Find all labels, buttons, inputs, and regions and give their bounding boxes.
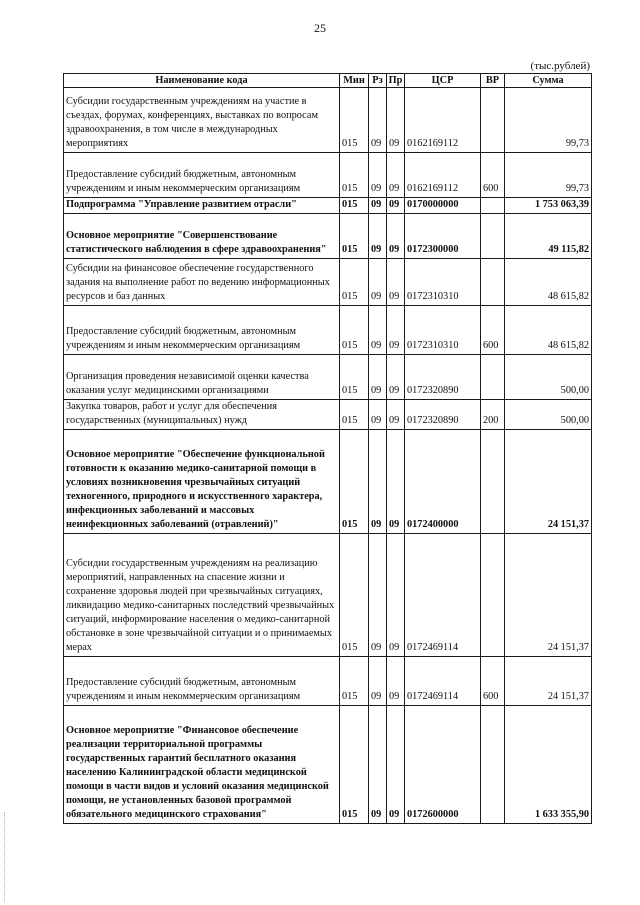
table-row — [64, 214, 592, 259]
row-rz: 09 — [369, 88, 387, 153]
table-row — [64, 198, 592, 214]
header-min: Мин — [340, 74, 369, 88]
row-vr: 600 — [481, 153, 505, 198]
row-vr — [481, 430, 505, 534]
row-pr: 09 — [387, 430, 405, 534]
row-csr: 0172469114 — [405, 534, 481, 657]
row-min: 015 — [340, 214, 369, 259]
row-pr: 09 — [387, 88, 405, 153]
scan-margin-mark — [4, 812, 6, 902]
table-row — [64, 400, 592, 430]
row-rz: 09 — [369, 214, 387, 259]
row-sum: 1 633 355,90 — [505, 706, 592, 824]
row-csr: 0172300000 — [405, 214, 481, 259]
row-vr: 600 — [481, 657, 505, 706]
row-min: 015 — [340, 430, 369, 534]
row-min: 015 — [340, 88, 369, 153]
row-csr: 0162169112 — [405, 153, 481, 198]
row-min: 015 — [340, 153, 369, 198]
header-sum: Сумма — [505, 74, 592, 88]
row-sum: 48 615,82 — [505, 306, 592, 355]
table-row — [64, 259, 592, 306]
row-vr — [481, 534, 505, 657]
row-sum: 500,00 — [505, 355, 592, 400]
table-row — [64, 306, 592, 355]
row-name: Организация проведения независимой оценки качества оказания услуг медицинскими организациями — [64, 355, 340, 400]
row-name: Основное мероприятие "Финансовое обеспечение реализации территориальной программы государственных гарантий бесплатного оказания населению Калининградской области медицинской помощи в части видов и условий оказания медицинской помощи, не установленных базовой программой обязательного медицинского страхования" — [64, 706, 340, 824]
row-csr: 0162169112 — [405, 88, 481, 153]
header-vr: ВР — [481, 74, 505, 88]
row-rz: 09 — [369, 706, 387, 824]
row-vr: 200 — [481, 400, 505, 430]
header-name: Наименование кода — [64, 74, 340, 88]
table-row — [64, 706, 592, 824]
table-row — [64, 355, 592, 400]
row-vr: 600 — [481, 306, 505, 355]
row-sum: 99,73 — [505, 153, 592, 198]
row-pr: 09 — [387, 355, 405, 400]
table-header-row — [64, 74, 592, 88]
row-sum: 49 115,82 — [505, 214, 592, 259]
row-name: Закупка товаров, работ и услуг для обеспечения государственных (муниципальных) нужд — [64, 400, 340, 430]
row-csr: 0172310310 — [405, 259, 481, 306]
row-sum: 24 151,37 — [505, 657, 592, 706]
row-csr: 0172600000 — [405, 706, 481, 824]
header-csr: ЦСР — [405, 74, 481, 88]
row-vr — [481, 198, 505, 214]
header-rz: Рз — [369, 74, 387, 88]
row-vr — [481, 355, 505, 400]
row-sum: 48 615,82 — [505, 259, 592, 306]
row-rz: 09 — [369, 657, 387, 706]
row-csr: 0172320890 — [405, 400, 481, 430]
row-min: 015 — [340, 400, 369, 430]
row-name: Субсидии государственным учреждениям на реализацию мероприятий, направленных на спасение жизни и сохранение здоровья людей при чрезвычайных ситуациях, ликвидацию медико-санитарных последствий чрезвычайных ситуаций, информирование населения о медико-санитарной обстановке в зоне чрезвычайной ситуации и о принимаемых мерах — [64, 534, 340, 657]
row-pr: 09 — [387, 657, 405, 706]
row-name: Основное мероприятие "Обеспечение функциональной готовности к оказанию медико-санитарной помощи в условиях возникновения чрезвычайных ситуаций техногенного, природного и искусственного характера, инфекционных заболеваний и массовых неинфекционных заболеваний (отравлений)" — [64, 430, 340, 534]
row-rz: 09 — [369, 259, 387, 306]
table-row — [64, 534, 592, 657]
row-rz: 09 — [369, 430, 387, 534]
row-sum: 1 753 063,39 — [505, 198, 592, 214]
row-csr: 0172320890 — [405, 355, 481, 400]
row-min: 015 — [340, 306, 369, 355]
row-rz: 09 — [369, 355, 387, 400]
row-vr — [481, 214, 505, 259]
row-vr — [481, 706, 505, 824]
row-pr: 09 — [387, 214, 405, 259]
table-row — [64, 153, 592, 198]
row-min: 015 — [340, 198, 369, 214]
row-csr: 0172310310 — [405, 306, 481, 355]
table-row — [64, 88, 592, 153]
budget-table — [63, 73, 592, 824]
row-sum: 99,73 — [505, 88, 592, 153]
row-vr — [481, 259, 505, 306]
row-rz: 09 — [369, 306, 387, 355]
row-rz: 09 — [369, 153, 387, 198]
row-sum: 500,00 — [505, 400, 592, 430]
row-pr: 09 — [387, 153, 405, 198]
units-label: (тыс.рублей) — [530, 60, 590, 72]
row-min: 015 — [340, 657, 369, 706]
row-pr: 09 — [387, 306, 405, 355]
row-name: Субсидии на финансовое обеспечение государственного задания на выполнение работ по ведению информационных ресурсов и баз данных — [64, 259, 340, 306]
row-name: Предоставление субсидий бюджетным, автономным учреждениям и иным некоммерческим организациям — [64, 153, 340, 198]
table-row — [64, 430, 592, 534]
row-min: 015 — [340, 534, 369, 657]
table-row — [64, 657, 592, 706]
row-pr: 09 — [387, 400, 405, 430]
header-pr: Пр — [387, 74, 405, 88]
row-name: Предоставление субсидий бюджетным, автономным учреждениям и иным некоммерческим организациям — [64, 657, 340, 706]
row-csr: 0172400000 — [405, 430, 481, 534]
row-rz: 09 — [369, 198, 387, 214]
row-name: Предоставление субсидий бюджетным, автономным учреждениям и иным некоммерческим организациям — [64, 306, 340, 355]
row-csr: 0170000000 — [405, 198, 481, 214]
row-min: 015 — [340, 355, 369, 400]
row-rz: 09 — [369, 534, 387, 657]
row-pr: 09 — [387, 198, 405, 214]
row-name: Основное мероприятие "Совершенствование статистического наблюдения в сфере здравоохранения" — [64, 214, 340, 259]
row-sum: 24 151,37 — [505, 430, 592, 534]
row-min: 015 — [340, 706, 369, 824]
row-name: Субсидии государственным учреждениям на участие в съездах, форумах, конференциях, выставках по вопросам здравоохранения, в том числе в международных мероприятиях — [64, 88, 340, 153]
row-pr: 09 — [387, 534, 405, 657]
row-vr — [481, 88, 505, 153]
row-name: Подпрограмма "Управление развитием отрасли" — [64, 198, 340, 214]
row-pr: 09 — [387, 706, 405, 824]
row-min: 015 — [340, 259, 369, 306]
row-rz: 09 — [369, 400, 387, 430]
page-number: 25 — [314, 21, 326, 35]
row-csr: 0172469114 — [405, 657, 481, 706]
row-pr: 09 — [387, 259, 405, 306]
row-sum: 24 151,37 — [505, 534, 592, 657]
